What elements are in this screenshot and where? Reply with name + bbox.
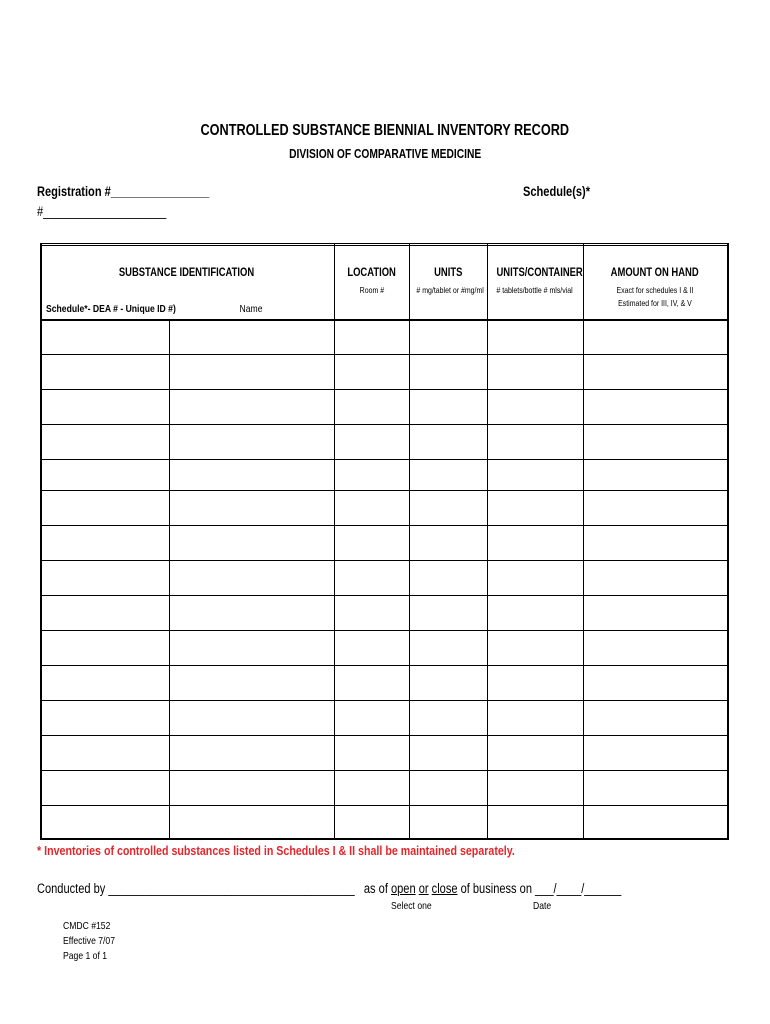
table-border-top	[40, 243, 729, 246]
row-divider	[40, 424, 729, 425]
header-schedule-dea: Schedule*- DEA # - Unique ID #)	[46, 303, 176, 315]
row-divider	[40, 459, 729, 460]
business-date-label: of business on ___/____/______	[460, 881, 622, 896]
header-name: Name	[240, 303, 263, 315]
row-divider	[40, 700, 729, 701]
row-divider	[40, 560, 729, 561]
row-divider	[40, 595, 729, 596]
header-units-container: UNITS/CONTAINER	[496, 267, 583, 279]
table-border-left	[40, 243, 42, 840]
header-substance-identification: SUBSTANCE IDENTIFICATION	[119, 267, 255, 279]
header-location: LOCATION	[347, 267, 396, 279]
form-number: CMDC #152	[63, 920, 111, 932]
schedules-label: Schedule(s)*	[523, 184, 591, 199]
as-of-label: as of	[363, 881, 388, 896]
conducted-by-line	[37, 881, 750, 896]
row-divider	[40, 630, 729, 631]
conducted-by-label: Conducted by ________________________________________	[37, 881, 355, 896]
row-divider	[40, 805, 729, 806]
header-units-container-sub: # tablets/bottle # mls/vial	[496, 285, 574, 295]
registration-line: #____________________	[37, 204, 167, 219]
table-border-bottom	[40, 838, 729, 840]
select-one-hint: Select one	[391, 900, 432, 912]
column-divider	[583, 243, 584, 840]
column-divider	[334, 243, 335, 840]
registration-label: Registration #________________	[37, 184, 210, 199]
header-amount-sub-estimated: Estimated for III, IV, & V	[618, 298, 692, 308]
or-label: or	[418, 881, 429, 896]
inventory-table	[40, 243, 729, 840]
row-divider	[40, 525, 729, 526]
row-divider	[40, 735, 729, 736]
header-divider	[40, 319, 729, 321]
row-divider	[40, 770, 729, 771]
row-divider	[40, 490, 729, 491]
column-divider	[409, 243, 410, 840]
date-hint: Date	[533, 900, 552, 912]
header-units-sub: # mg/tablet or #mg/ml	[416, 285, 484, 295]
header-amount-sub-exact: Exact for schedules I & II	[616, 285, 694, 295]
form-title: CONTROLLED SUBSTANCE BIENNIAL INVENTORY RECORD	[200, 122, 570, 139]
header-location-sub: Room #	[359, 285, 384, 295]
form-effective-date: Effective 7/07	[63, 935, 116, 947]
row-divider	[40, 389, 729, 390]
column-divider	[169, 319, 170, 840]
form-page-number: Page 1 of 1	[63, 950, 108, 962]
close-option[interactable]: close	[431, 881, 458, 896]
header-units: UNITS	[433, 267, 463, 279]
footnote: * Inventories of controlled substances listed in Schedules I & II shall be maintained separately.	[37, 843, 515, 858]
row-divider	[40, 354, 729, 355]
column-divider	[487, 243, 488, 840]
row-divider	[40, 665, 729, 666]
form-subtitle: DIVISION OF COMPARATIVE MEDICINE	[288, 147, 482, 161]
table-border-right	[727, 243, 729, 840]
header-amount-on-hand: AMOUNT ON HAND	[610, 267, 699, 279]
open-option[interactable]: open	[390, 881, 416, 896]
